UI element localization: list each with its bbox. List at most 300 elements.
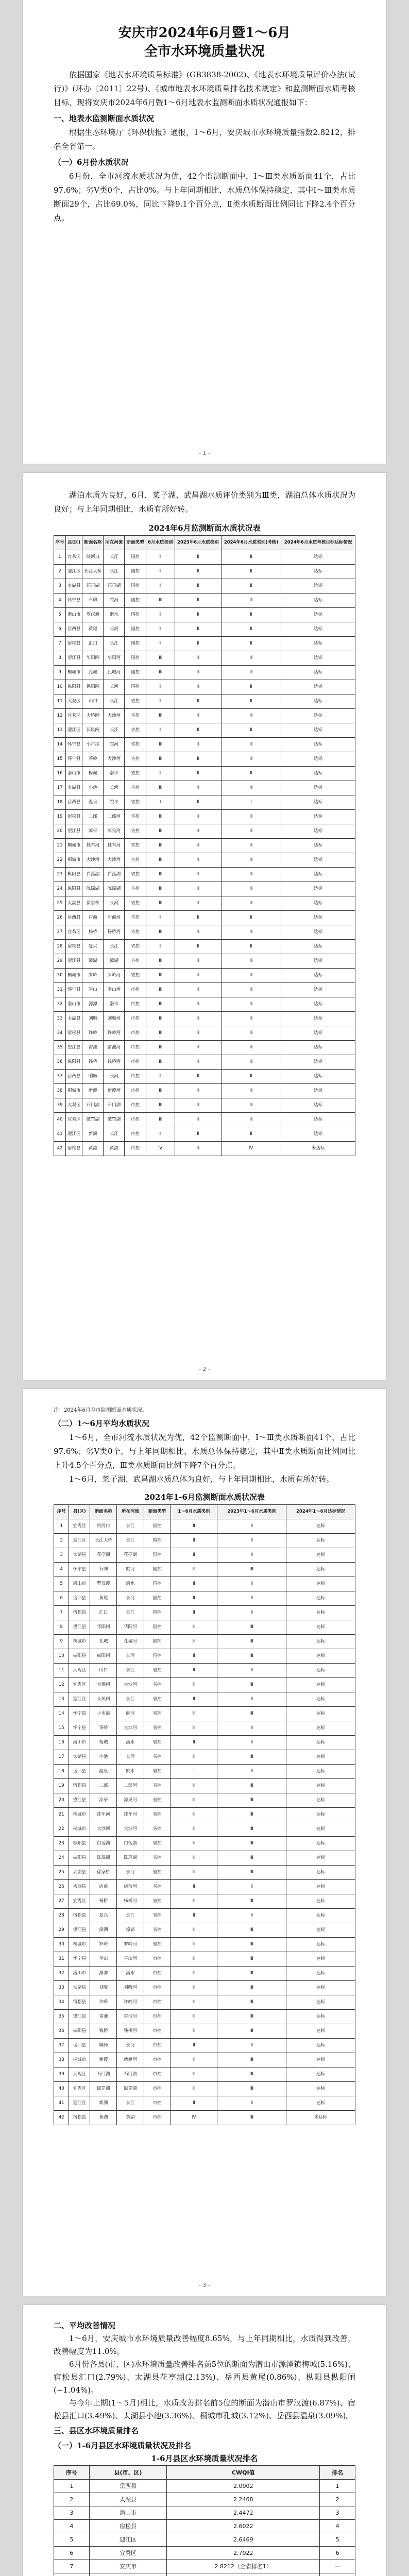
table-cell: Ⅱ [175, 565, 221, 579]
table-cell: 达标 [286, 2067, 355, 2082]
table-cell: 达标 [281, 969, 355, 983]
column-header: 2023年6月水质类别 [175, 536, 221, 550]
section-2-paragraph-2: 6月份各县(市、区)水环境质量改善排名前5位的断面为潜山市源潭镇梅城(5.16%)、宿松县汇口(2.79%)、太湖县花亭湖(2.13%)、岳西县黄尾(0.86%)、枞阳县枞阳闸(−1.04%)。 [54, 2360, 355, 2395]
table-cell: 长风闸 [90, 1692, 117, 1707]
table-cell: 潜山市 [66, 767, 82, 781]
page-number: - 3 - [199, 2282, 210, 2289]
table-cell: 迎江区 [69, 1534, 90, 1548]
table-cell: Ⅲ [217, 2111, 286, 2125]
table-cell: 漳湖 [104, 954, 125, 969]
table-row [54, 2560, 355, 2573]
table-cell: 岳西县 [66, 1070, 82, 1084]
table-cell: 27 [54, 1894, 69, 1909]
table-cell: 桐城市 [69, 1808, 90, 1822]
table-cell: 37 [54, 1070, 66, 1084]
table-cell: 8 [54, 651, 66, 666]
table-cell: 达标 [281, 680, 355, 694]
table-cell: 国控 [125, 622, 146, 637]
table-cell: Ⅲ [146, 1041, 175, 1055]
table-row [54, 651, 355, 666]
table-cell: 2.6022 [167, 2520, 320, 2533]
table-cell: 新渡 [90, 2053, 117, 2067]
table-cell: Ⅱ [171, 1649, 217, 1664]
table-cell: 怀宁县 [69, 1563, 90, 1577]
table-cell: 源潭 [82, 997, 104, 1012]
table-cell: 枞阳县 [69, 1649, 90, 1664]
table-row [54, 1664, 355, 1678]
table-cell: 白荡湖 [104, 868, 125, 882]
table-row [54, 1577, 355, 1591]
table-row [54, 1127, 355, 1142]
table-row [54, 1793, 355, 1808]
table-cell: 31 [54, 983, 66, 997]
table-cell: 市控 [125, 1070, 146, 1084]
column-header: 断面名称 [82, 536, 104, 550]
table-cell: 长江大桥 [90, 1534, 117, 1548]
table-cell: 达标 [281, 1026, 355, 1041]
table-cell: Ⅱ [175, 550, 221, 565]
table-cell: 宜秀区 [66, 709, 82, 723]
table-cell: Ⅲ [221, 1098, 281, 1113]
table-cell: 许岭河 [117, 1995, 144, 2010]
table-cell: 省控 [144, 1664, 171, 1678]
table-cell: 25 [54, 896, 66, 911]
table-cell: 达标 [286, 1837, 355, 1851]
table-row [54, 1142, 355, 1156]
table-cell: 8 [54, 1620, 69, 1635]
table-cell: 5 [54, 2533, 90, 2547]
table-cell: 达标 [286, 2082, 355, 2096]
table-cell: 国控 [144, 1591, 171, 1606]
table-row [54, 2480, 355, 2493]
table-cell: 长江 [117, 2096, 144, 2111]
table-cell: 刘畈 [90, 1981, 117, 1995]
section-1-1-heading: （一）6月份水质状况 [54, 158, 129, 167]
table-cell: 怀宁县 [66, 594, 82, 608]
table-cell: 22 [54, 853, 66, 868]
table-row [54, 882, 355, 896]
table-cell: Ⅲ [175, 839, 221, 853]
table-cell: Ⅳ [171, 2111, 217, 2125]
table-row [54, 752, 355, 767]
table-cell: 5 [320, 2533, 355, 2547]
table-cell: 1 [54, 2480, 90, 2493]
table-cell: Ⅲ [217, 1981, 286, 1995]
table-cell: 达标 [286, 1822, 355, 1837]
table-cell: 省控 [144, 1779, 171, 1793]
table-cell: Ⅱ [175, 767, 221, 781]
table-cell: 市控 [125, 1127, 146, 1142]
table-cell: 市控 [144, 2053, 171, 2067]
table-cell: 达标 [286, 1736, 355, 1750]
table-cell: 33 [54, 1981, 69, 1995]
table-cell: Ⅲ [146, 1084, 175, 1098]
table-cell: 石门湖 [117, 2067, 144, 2082]
table-cell: Ⅲ [171, 1822, 217, 1837]
table-cell: 达标 [281, 594, 355, 608]
table-cell: 宿松县 [69, 1606, 90, 1620]
table-cell: 达标 [286, 2024, 355, 2039]
table-cell: 达标 [281, 622, 355, 637]
table-cell: Ⅲ [217, 1952, 286, 1967]
table-row [54, 868, 355, 882]
table-cell: 省控 [125, 925, 146, 940]
table-row [54, 680, 355, 694]
table-cell: 长江大桥 [82, 565, 104, 579]
table-cell: 国控 [125, 579, 146, 594]
table-cell: 27 [54, 925, 66, 940]
table-cell: 21 [54, 839, 66, 853]
table-cell: Ⅲ [171, 2082, 217, 2096]
table-row [54, 795, 355, 810]
table-cell: 潜水 [104, 608, 125, 622]
table-cell: 陈瑶湖 [117, 1851, 144, 1866]
column-header: 序号 [54, 2466, 90, 2480]
column-header: 序号 [54, 536, 66, 550]
table-cell: 潜山市 [66, 608, 82, 622]
table-cell: Ⅲ [146, 1055, 175, 1070]
table-cell: 雷池 [82, 1041, 104, 1055]
table-cell: 达标 [286, 1664, 355, 1678]
table-cell: Ⅲ [217, 1620, 286, 1635]
table-cell: 枞阳闸 [90, 1649, 117, 1664]
table-row [54, 1041, 355, 1055]
table-cell: 平山河 [117, 1952, 144, 1967]
table-cell: 15 [54, 1721, 69, 1736]
table-row [54, 2082, 355, 2096]
table-cell: 新渡 [82, 1084, 104, 1098]
table-cell: 39 [54, 1098, 66, 1113]
table-cell: Ⅲ [221, 752, 281, 767]
table-cell: 皖河 [117, 1563, 144, 1577]
table-cell: 省控 [144, 1721, 171, 1736]
table-cell: 3 [320, 2506, 355, 2520]
table-cell: Ⅲ [221, 839, 281, 853]
table-cell: 2 [320, 2493, 355, 2506]
table-cell: 店前 [90, 1880, 117, 1894]
table-cell: 34 [54, 1026, 66, 1041]
table-cell: 达标 [286, 1519, 355, 1534]
table-cell: 达标 [281, 997, 355, 1012]
table-cell: 挂车河 [82, 839, 104, 853]
table-cell: 14 [54, 738, 66, 752]
table-cell: 达标 [281, 651, 355, 666]
table-cell: 茶岭 [82, 752, 104, 767]
table-cell: 潜水 [104, 767, 125, 781]
table-cell: 平山河 [104, 983, 125, 997]
table-cell: 宿松县 [69, 2111, 90, 2125]
table-cell: 达标 [281, 824, 355, 839]
table-cell: 宿松县 [66, 637, 82, 651]
table-cell: Ⅲ [171, 1995, 217, 2010]
table-cell: 凉泉河 [104, 824, 125, 839]
table-cell: 达标 [286, 1548, 355, 1563]
table-h1-quality [54, 1504, 355, 2125]
table-cell: 长河 [104, 1070, 125, 1084]
table-row [54, 1765, 355, 1779]
table-cell: 省控 [144, 1750, 171, 1765]
table-cell: Ⅱ [146, 622, 175, 637]
table-cell: 省控 [125, 767, 146, 781]
table-cell: 大沙河 [117, 1822, 144, 1837]
table-cell: 达标 [281, 565, 355, 579]
table-cell: 达标 [281, 637, 355, 651]
table-row [54, 2039, 355, 2053]
table-cell: Ⅱ [175, 579, 221, 594]
table-cell: Ⅱ [175, 1127, 221, 1142]
column-header: 6月水质类别 [146, 536, 175, 550]
table-cell: Ⅲ [175, 1142, 221, 1156]
table-cell: Ⅱ [175, 723, 221, 738]
table-cell: 迎江区 [69, 1692, 90, 1707]
table-cell: Ⅲ [171, 2024, 217, 2039]
table-cell: 怀宁县 [66, 738, 82, 752]
table-cell: Ⅱ [221, 723, 281, 738]
table-cell: 省控 [144, 1923, 171, 1938]
table-row [54, 2053, 355, 2067]
table-cell: 太湖县 [69, 1981, 90, 1995]
page-number: - 1 - [199, 450, 210, 456]
column-header: 所在河流 [104, 536, 125, 550]
table-cell: 潜山市 [69, 1736, 90, 1750]
table-cell: 41 [54, 2096, 69, 2111]
table-cell: 达标 [281, 579, 355, 594]
table-cell: Ⅲ [175, 1026, 221, 1041]
table-cell: 30 [54, 1938, 69, 1952]
table-cell [320, 2573, 355, 2576]
column-header: 县(区) [66, 536, 82, 550]
table-cell: 太湖县 [89, 2493, 167, 2506]
table-cell: Ⅱ [171, 1519, 217, 1534]
table-cell: 2.0002 [167, 2480, 320, 2493]
table-row [54, 622, 355, 637]
table-cell: 国控 [125, 565, 146, 579]
table-cell: Ⅲ [146, 853, 175, 868]
table-cell: 33 [54, 1012, 66, 1026]
table-cell: 达标 [286, 1721, 355, 1736]
table-cell: Ⅱ [217, 1664, 286, 1678]
table-cell: Ⅲ [171, 1635, 217, 1649]
table-cell: 7 [54, 2560, 90, 2573]
table-cell: Ⅱ [146, 608, 175, 622]
table-row [54, 1055, 355, 1070]
table-cell: Ⅲ [175, 925, 221, 940]
table-cell: 未达标 [281, 1142, 355, 1156]
table-cell: Ⅲ [221, 1055, 281, 1070]
table-cell: 2.4472 [167, 2506, 320, 2520]
table-cell: 市控 [144, 2010, 171, 2024]
table-cell: 达标 [281, 752, 355, 767]
table-cell: 1 [54, 1519, 69, 1534]
table-row [54, 594, 355, 608]
table-cell: 复兴 [82, 940, 104, 954]
table-cell: 市控 [125, 997, 146, 1012]
table-cell: Ⅱ [217, 1534, 286, 1548]
table-cell: 28 [54, 940, 66, 954]
table-cell: 4 [320, 2520, 355, 2533]
column-header: 断面类型 [144, 1505, 171, 1519]
table-cell: 2 [54, 1534, 69, 1548]
table-cell: Ⅲ [217, 1808, 286, 1822]
table-cell: 国控 [144, 1519, 171, 1534]
table-cell: 市控 [125, 1055, 146, 1070]
table-cell: 枞阳县 [66, 882, 82, 896]
table-cell: 长河 [117, 1591, 144, 1606]
table-cell: 省控 [144, 1851, 171, 1866]
table-1-note: 注：2024年6月全市监测断面水质状况。 [54, 1408, 147, 1413]
table-row [54, 1750, 355, 1765]
table-cell: 市控 [144, 2082, 171, 2096]
table-cell: 4 [54, 2520, 90, 2533]
table-row [54, 925, 355, 940]
table-cell: 国控 [125, 608, 146, 622]
table-cell: Ⅲ [146, 925, 175, 940]
table-cell: 市控 [144, 1995, 171, 2010]
table-cell: 石牌 [82, 594, 104, 608]
table-cell: Ⅲ [221, 594, 281, 608]
table-cell: 太湖县 [66, 579, 82, 594]
table-cell: 2.8212（全省排名1） [167, 2560, 320, 2573]
table-cell: 山口 [82, 694, 104, 709]
table-row [54, 1923, 355, 1938]
table-cell: Ⅱ [217, 1591, 286, 1606]
table-cell: 钱桥 [90, 2024, 117, 2039]
table-cell: 许岭河 [104, 1026, 125, 1041]
table-cell: 达标 [286, 1678, 355, 1692]
table-cell: 潜山市 [69, 1967, 90, 1981]
table-row [54, 896, 355, 911]
table-cell: Ⅲ [171, 1967, 217, 1981]
table-cell: Ⅲ [221, 738, 281, 752]
table-cell: Ⅰ [171, 1765, 217, 1779]
table-cell: 温泉 [82, 795, 104, 810]
column-header: CWQI值 [167, 2466, 320, 2480]
table-cell: 市控 [125, 1113, 146, 1127]
table-row [54, 1866, 355, 1880]
table-cell: Ⅲ [217, 1851, 286, 1866]
table-row [54, 637, 355, 651]
table-cell: Ⅲ [221, 824, 281, 839]
table-cell: Ⅲ [175, 1012, 221, 1026]
table-cell: 达标 [281, 1055, 355, 1070]
table-cell: 黄湖 [104, 1142, 125, 1156]
table-row [54, 1736, 355, 1750]
column-header: 排名 [320, 2466, 355, 2480]
table-cell: 大观区 [66, 694, 82, 709]
table-cell: 市控 [144, 2067, 171, 2082]
table-cell: 大桥闸 [90, 1678, 117, 1692]
table-cell: Ⅲ [146, 997, 175, 1012]
table-cell: 5 [54, 608, 66, 622]
table-cell: 枞阳县 [69, 1837, 90, 1851]
table-cell: 长江 [104, 1127, 125, 1142]
table-cell: 太湖县 [69, 1548, 90, 1563]
table-cell: 大沙河 [90, 1822, 117, 1837]
table-cell: Ⅱ [171, 1606, 217, 1620]
table-cell: 桐城市 [66, 839, 82, 853]
table-cell: 皖河 [117, 1707, 144, 1721]
intro-paragraph: 依据国家《地表水环境质量标准》(GB3838-2002)、《地表水环境质量评价办法(试行)》(环办〔2011〕22号)、《城市地表水环境质量排名技术规定》和监测断面水质考核目标，现将安庆市2024年6月暨1～6月地表水监测断面水质状况通报如下： [54, 70, 355, 107]
table-row [54, 2573, 355, 2576]
table-cell: 省控 [125, 868, 146, 882]
table-cell: Ⅱ [221, 767, 281, 781]
table-cell: 省控 [144, 1938, 171, 1952]
table-cell: 潜水 [104, 997, 125, 1012]
table-cell: Ⅱ [175, 940, 221, 954]
section-2-paragraph-3: 与今年上期(1～5月)相比，水质改善排名前5位的断面为潜山市罗汉渡(6.87%)、宿松县汇口(3.49%)、太湖县小池(3.36%)、桐城市孔城(3.12%)、岳西县温泉(3.09%)。 [54, 2398, 355, 2420]
table-cell: 达标 [286, 1952, 355, 1967]
table-1-title: 2024年6月监测断面水质状况表 [148, 523, 261, 533]
table-cell: 皖河 [104, 738, 125, 752]
table-cell: Ⅱ [221, 565, 281, 579]
table-row [54, 1113, 355, 1127]
table-cell: 达标 [281, 868, 355, 882]
table-cell: 宜秀区 [66, 550, 82, 565]
table-cell: Ⅲ [217, 1750, 286, 1765]
table-cell: 长江 [117, 1606, 144, 1620]
table-cell: 达标 [286, 1563, 355, 1577]
table-cell: 长河 [117, 1649, 144, 1664]
table-cell: 10 [54, 680, 66, 694]
table-cell: 达标 [286, 2053, 355, 2067]
table-cell: 徐家桥 [82, 896, 104, 911]
table-cell: 达标 [281, 738, 355, 752]
table-cell: 达标 [286, 1765, 355, 1779]
table-cell: 潜水 [117, 1736, 144, 1750]
table-cell: Ⅱ [146, 565, 175, 579]
table-cell: Ⅱ [171, 1692, 217, 1707]
table-cell: 省控 [144, 1822, 171, 1837]
table-cell: Ⅱ [146, 723, 175, 738]
table-cell: 宜秀区 [66, 1113, 82, 1127]
section-2-heading: 二、平均改善情况 [54, 2321, 116, 2330]
table-cell: 市控 [125, 1041, 146, 1055]
table-cell: 达标 [281, 1113, 355, 1127]
table-cell: Ⅲ [146, 896, 175, 911]
table-cell: Ⅲ [175, 868, 221, 882]
table-cell: Ⅱ [175, 911, 221, 925]
table-cell: 18 [54, 795, 66, 810]
table-cell: 22 [54, 1822, 69, 1837]
table-cell: 新渡河 [117, 2053, 144, 2067]
table-cell: 42 [54, 1142, 66, 1156]
table-cell: Ⅱ [175, 694, 221, 709]
table-row [54, 2024, 355, 2039]
table-cell: 梅城 [90, 1736, 117, 1750]
table-cell: Ⅲ [221, 1026, 281, 1041]
table-cell: 35 [54, 2010, 69, 2024]
table-cell: 省控 [125, 824, 146, 839]
table-cell: 二郎 [90, 1779, 117, 1793]
table-cell: 大观区 [69, 2067, 90, 2082]
table-cell: Ⅲ [217, 1995, 286, 2010]
table-cell: 19 [54, 1779, 69, 1793]
table-cell: 达标 [286, 1620, 355, 1635]
table-row [54, 608, 355, 622]
table-cell: 达标 [281, 1012, 355, 1026]
table-cell: 岳西县 [66, 795, 82, 810]
table-cell: Ⅱ [171, 1736, 217, 1750]
table-cell: 省控 [144, 1793, 171, 1808]
table-cell: 省控 [125, 738, 146, 752]
table-cell: Ⅱ [146, 1070, 175, 1084]
table-cell: Ⅲ [175, 997, 221, 1012]
table-cell: Ⅲ [217, 2053, 286, 2067]
table-cell: 达标 [281, 781, 355, 795]
table-cell: 1 [54, 550, 66, 565]
table-cell: Ⅲ [217, 2082, 286, 2096]
table-cell: Ⅲ [217, 1635, 286, 1649]
